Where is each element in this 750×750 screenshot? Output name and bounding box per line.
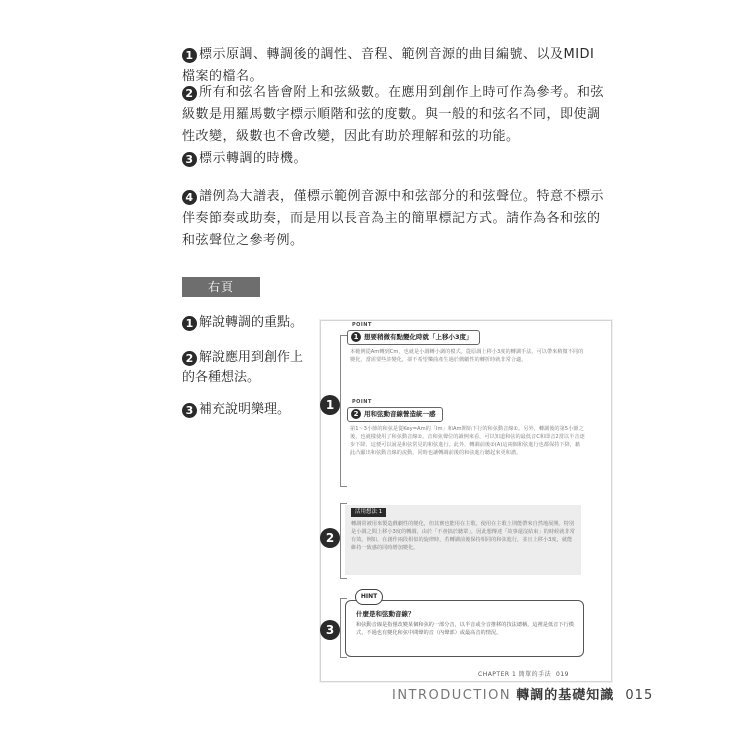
item-text: 解說轉調的重點。 xyxy=(199,315,304,330)
note-3 xyxy=(182,148,607,170)
note-4 xyxy=(182,186,607,252)
mini-footer-page: 019 xyxy=(556,671,569,678)
apply-tag-text: 活用想法 xyxy=(355,509,378,515)
point-1-body: 本範例從Am轉到Cm，也就是小調轉小調的模式。從原調上移小3度的轉調手法，可以帶來稍微不同的變化，當需要些許變化，卻不希望樂曲產生過於戲劇性的轉折時就非常合適。 xyxy=(350,349,584,363)
apply-tag-num: 1 xyxy=(378,509,383,515)
item-text: 解說應用到創作上的各種想法。 xyxy=(182,350,304,385)
number-badge: 2 xyxy=(351,409,361,419)
number-badge: 1 xyxy=(182,48,197,63)
footer-intro: INTRODUCTION xyxy=(392,688,512,703)
point-2-title-text: 用和弦動音線營造統一感 xyxy=(364,410,436,418)
number-badge: 1 xyxy=(182,316,197,331)
bracket-1 xyxy=(340,335,347,487)
right-page-item-1 xyxy=(182,313,312,333)
item-text: 補充說明樂理。 xyxy=(199,402,291,417)
callout-3: 3 xyxy=(320,620,340,640)
note-2 xyxy=(182,82,607,148)
hint-bubble: HINT xyxy=(355,589,383,605)
point-label: POINT xyxy=(352,399,372,405)
point-2-body: 第1～3小節的和弦是從Key=Am的「Im」和Am開始下行的和弦動音線①。另外，轉調後的第5小節之後，也就樣使用了和弦動音線②。音和弦聲位的讀例來看，可以知道和弦的最低音C和即音2當以半音逐步下降，這便可以說是和弦常見的和弦進行。此外，轉調前後②(A)這兩個和弦進行也都保持下降，藉此凸顯出和弦動音線的流動，同時也讓轉調前後的和弦進行聽起來更和諧。 xyxy=(350,426,585,456)
callout-2: 2 xyxy=(320,528,340,548)
right-page-item-3 xyxy=(182,400,312,420)
number-badge: 4 xyxy=(182,190,197,205)
hint-title: 什麼是和弦動音線？ xyxy=(356,610,415,618)
point-2-title xyxy=(347,407,443,422)
mini-footer-text: CHAPTER 1 簡單的手法 xyxy=(478,671,552,678)
note-text: 標示轉調的時機。 xyxy=(199,151,308,166)
number-badge: 1 xyxy=(351,332,361,342)
page-footer xyxy=(392,684,653,703)
number-badge: 2 xyxy=(182,86,197,101)
note-text: 所有和弦名皆會附上和弦級數。在應用到創作上時可作為參考。和弦級數是用羅馬數字標示順階和弦的度數。與一般的和弦名不同，即使調性改變，級數也不會改變，因此有助於理解和弦的功能。 xyxy=(182,85,605,144)
note-text: 譜例為大譜表，僅標示範例音源中和弦部分的和弦聲位。特意不標示伴奏節奏或助奏，而是用以長音為主的簡單標記方式。請作為各和弦的和弦聲位之參考例。 xyxy=(182,189,605,248)
number-badge: 2 xyxy=(182,351,197,366)
point-label: POINT xyxy=(352,322,372,328)
right-page-tag: 右頁 xyxy=(182,277,260,297)
callout-1: 1 xyxy=(320,395,340,415)
apply-idea-tag xyxy=(351,508,386,517)
note-text: 標示原調、轉調後的調性、音程、範例音源的曲目編號、以及MIDI檔案的檔名。 xyxy=(182,47,595,84)
hint-body: 和弦動音線是指僅改變某個和弦的一部分音，以半音或全音推移的技法總稱。這裡是低音下行模式，不過也有變化和弦中間聲的音（內聲部）或最高音的情況。 xyxy=(356,622,574,636)
mini-page-footer xyxy=(478,669,569,678)
right-page-item-2 xyxy=(182,348,312,388)
apply-idea-body: 轉調常被用來製造戲劇性的變化，但其實也能用在主歌。使用在主歌上則能帶來自然地展開。特別是小調之間上移小3度的轉調，由於「不會搞於聽眾」，因此想傳達「故事還沒結束」的時候就非常有效。例如，在創作兩段相似的旋律時，若轉調前後保持相同的和弦進行，並且上移小3度，就能維持一致感的同時增加變化。 xyxy=(351,521,575,551)
page-number: 015 xyxy=(625,688,654,703)
number-badge: 3 xyxy=(182,403,197,418)
point-1-title xyxy=(347,330,480,345)
number-badge: 3 xyxy=(182,152,197,167)
apply-idea-box xyxy=(345,505,581,575)
hint-box xyxy=(345,600,584,657)
point-1-title-text: 想要稍微有點變化時就「上移小3度」 xyxy=(364,333,473,341)
footer-title: 轉調的基礎知識 xyxy=(516,688,615,703)
